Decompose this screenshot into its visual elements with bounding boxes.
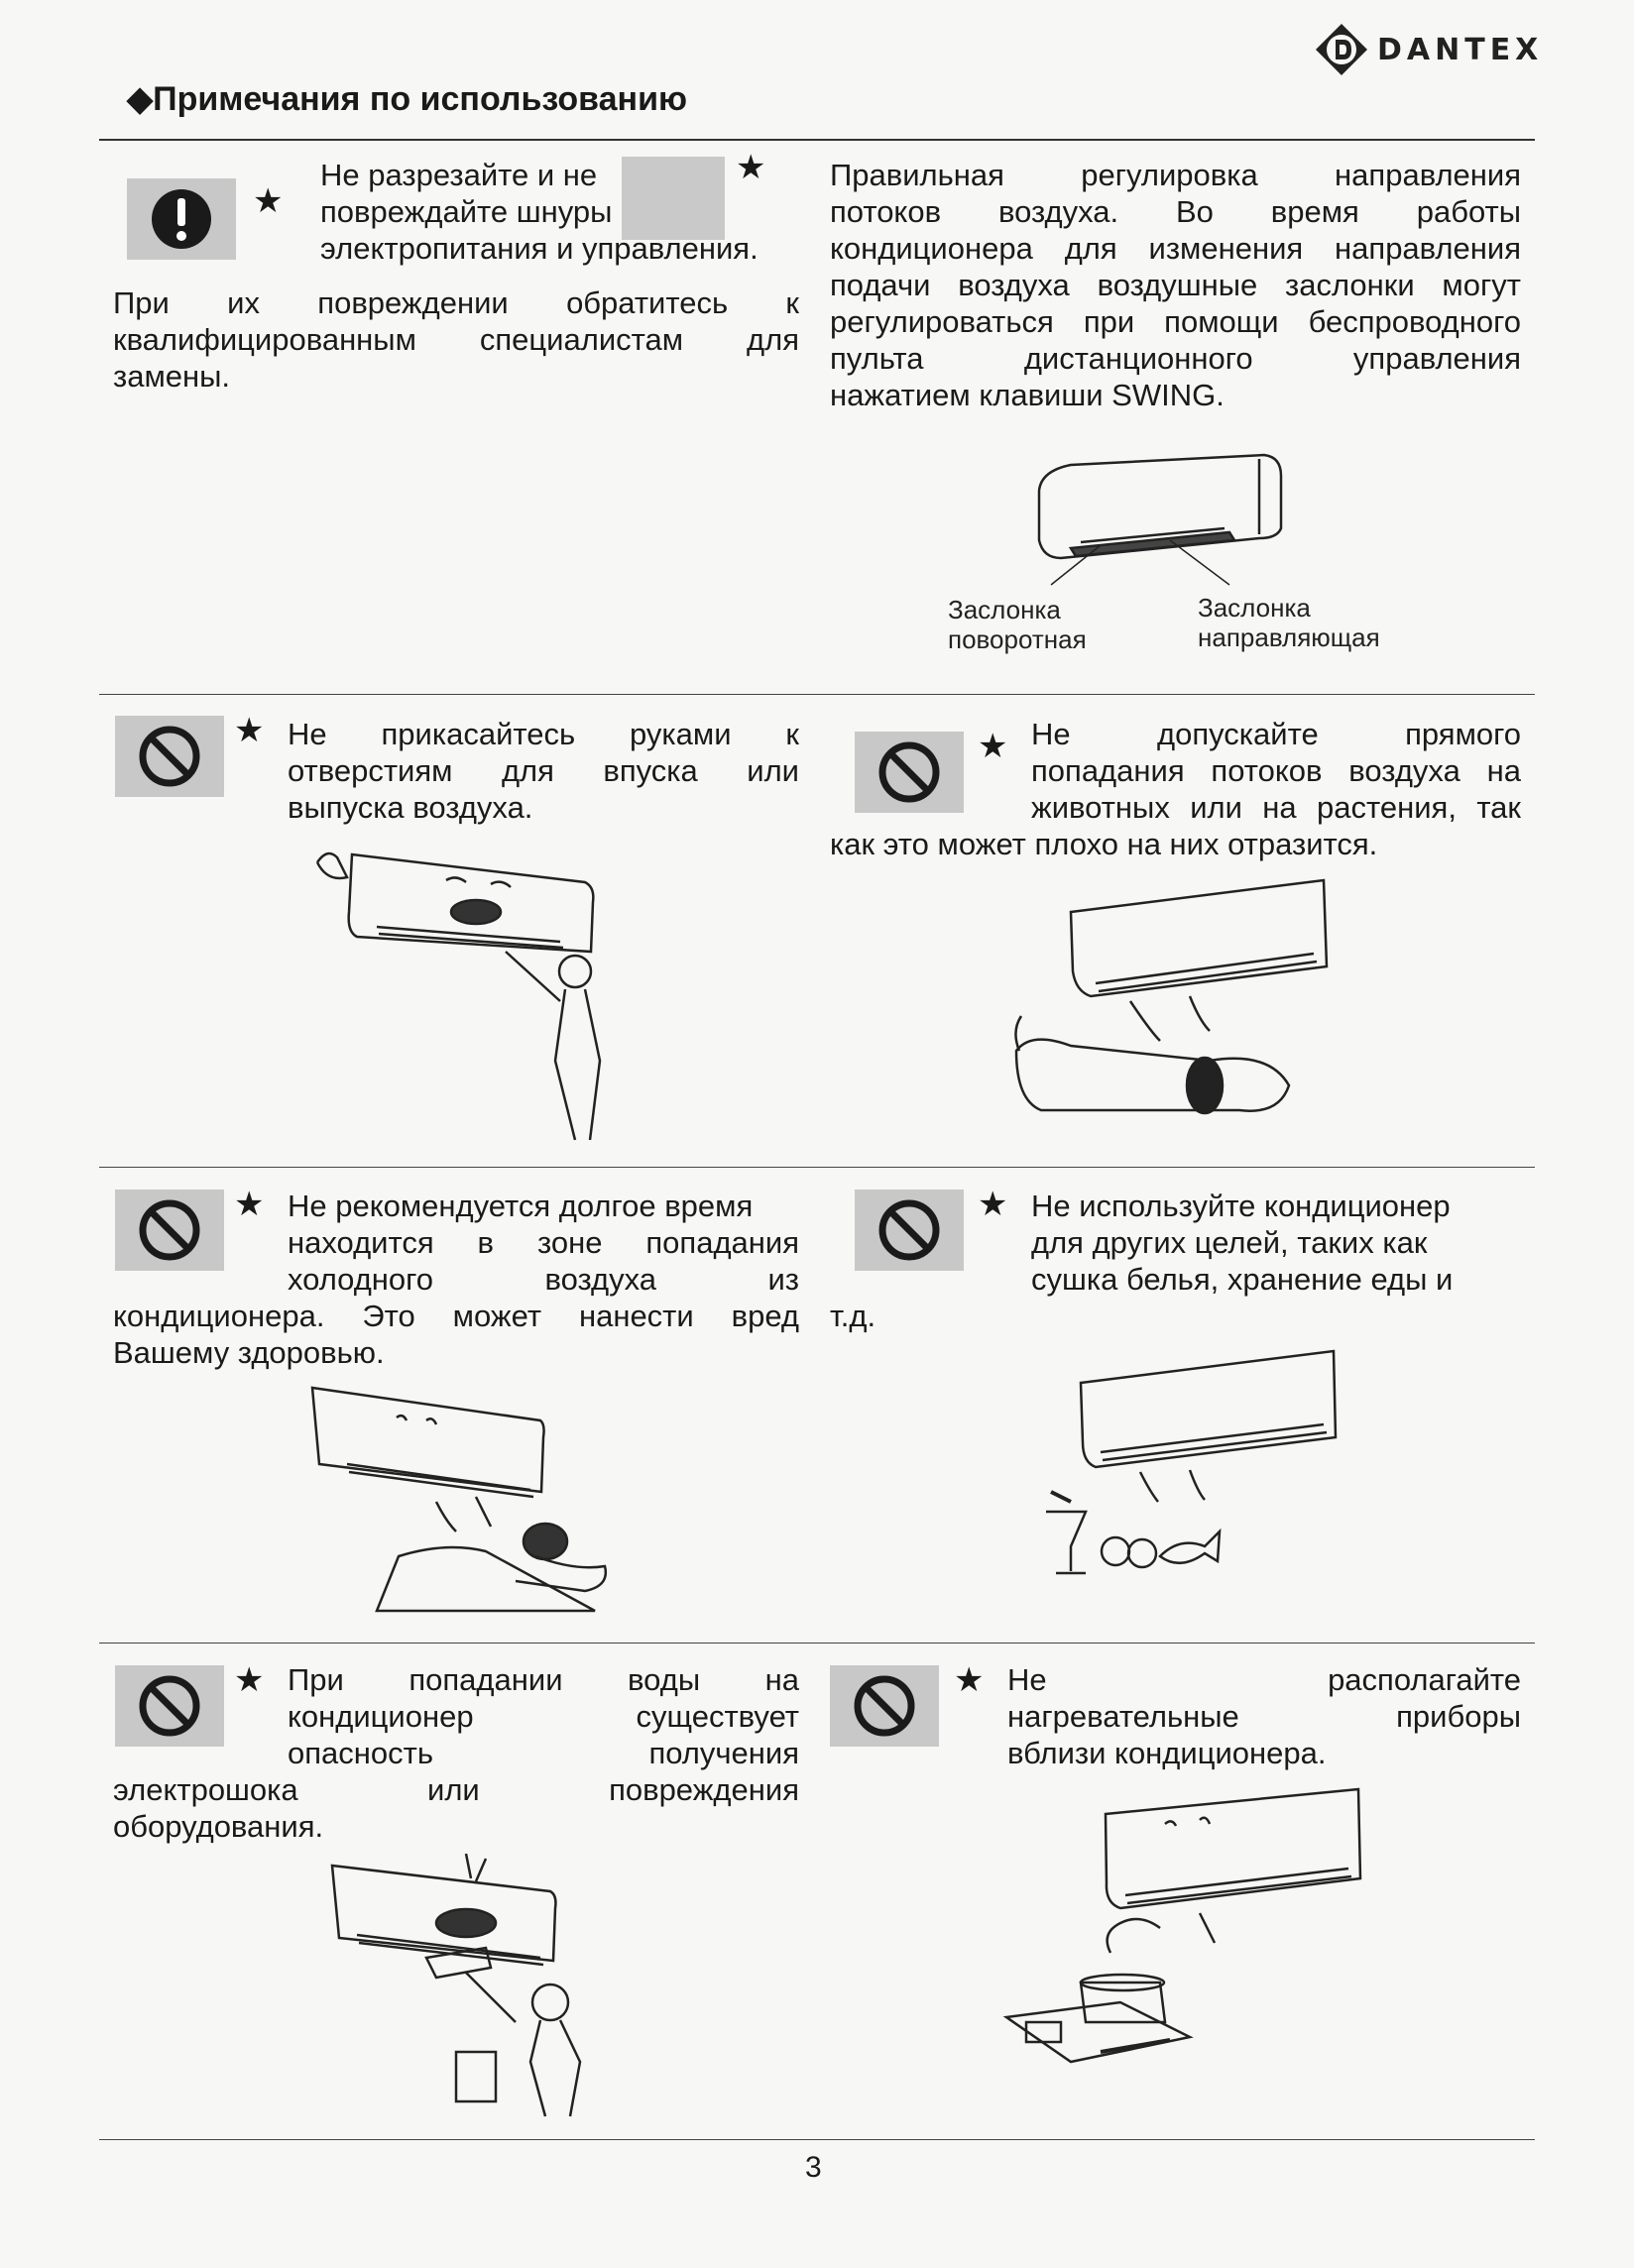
star-bullet: ★	[978, 1186, 1008, 1223]
heater-illustration	[1001, 1784, 1368, 2072]
cold-air-text: Не рекомендуется долгое время находится в зоне попадания холодного воздуха из	[288, 1189, 799, 1297]
water-followup: электрошока или повреждения оборудования.	[113, 1772, 799, 1844]
water-text: При попадании воды на кондиционер существует опасность получения	[288, 1662, 799, 1770]
prohibited-icon	[137, 1673, 202, 1739]
other-use-illustration	[1031, 1343, 1348, 1591]
prohibited-icon	[852, 1673, 917, 1739]
cold-air-followup: кондиционера. Это может нанести вред Вашему здоровью.	[113, 1299, 799, 1370]
other-use-followup: т.д.	[830, 1299, 876, 1333]
touch-vents-illustration	[307, 843, 615, 1150]
prohibit-icon-box	[115, 716, 224, 797]
prohibit-icon-box	[830, 1665, 939, 1747]
star-bullet: ★	[978, 728, 1008, 765]
other-use-text: Не используйте кондиционер для других целей, таких как сушка белья, хранение еды и	[1031, 1189, 1454, 1297]
brand-logo	[1314, 22, 1581, 77]
no-animals-text: Не допускайте прямого попадания потоков воздуха на животных или на растения, так	[1031, 717, 1521, 825]
star-bullet: ★	[253, 182, 284, 220]
airflow-text: Правильная регулировка направления потоков воздуха. Во время работы кондиционера для изменения направления подачи воздуха воздушные заслонки могут регулироваться при помощи беспроводного пульта дистанционного управления нажатием клавиши SWING.	[830, 158, 1521, 412]
no-touch-text: Не прикасайтесь руками к отверстиям для впуска или выпуска воздуха.	[288, 717, 799, 825]
star-bullet-2: ★	[736, 149, 766, 186]
no-animals-followup: как это может плохо на них отразится.	[830, 827, 1378, 861]
prohibit-icon-box	[855, 732, 964, 813]
prohibit-icon-box	[115, 1190, 224, 1271]
brand-name: DANTEX	[1377, 32, 1544, 67]
prohibit-icon-box	[855, 1190, 964, 1271]
page-title: ◆Примечания по использованию	[127, 80, 688, 118]
star-bullet: ★	[234, 712, 265, 749]
prohibited-icon	[876, 739, 942, 805]
caption-pointer-lines	[992, 540, 1269, 590]
guide-flap-caption: Заслонка направляющая	[1198, 593, 1380, 652]
section-divider-2	[99, 1167, 1535, 1168]
footer-divider	[99, 2139, 1535, 2140]
section-divider-1	[99, 694, 1535, 695]
cords-warning-text: Не разрезайте и не повреждайте шнуры электропитания и управления.	[320, 158, 759, 266]
water-hazard-illustration	[327, 1854, 615, 2121]
dantex-logo-icon	[1314, 22, 1369, 77]
prohibited-icon	[137, 1197, 202, 1263]
cords-followup-text: При их повреждении обратитесь к квалифицированным специалистам для замены.	[113, 285, 799, 394]
swivel-flap-caption: Заслонка поворотная	[948, 595, 1087, 654]
prohibited-icon	[876, 1197, 942, 1263]
warning-icon-box	[127, 178, 236, 260]
star-bullet: ★	[234, 1186, 265, 1223]
title-divider	[99, 139, 1535, 141]
prohibit-icon-box	[115, 1665, 224, 1747]
heaters-text: Не располагайте нагревательные приборы вблизи кондиционера.	[1007, 1662, 1521, 1770]
section-divider-3	[99, 1643, 1535, 1644]
animal-airflow-illustration	[1011, 872, 1339, 1130]
star-bullet: ★	[234, 1661, 265, 1699]
exclamation-icon	[149, 186, 214, 252]
page-number: 3	[805, 2151, 822, 2184]
prohibited-icon	[137, 724, 202, 789]
cold-air-sleeping-illustration	[307, 1383, 615, 1621]
star-bullet: ★	[954, 1661, 985, 1699]
